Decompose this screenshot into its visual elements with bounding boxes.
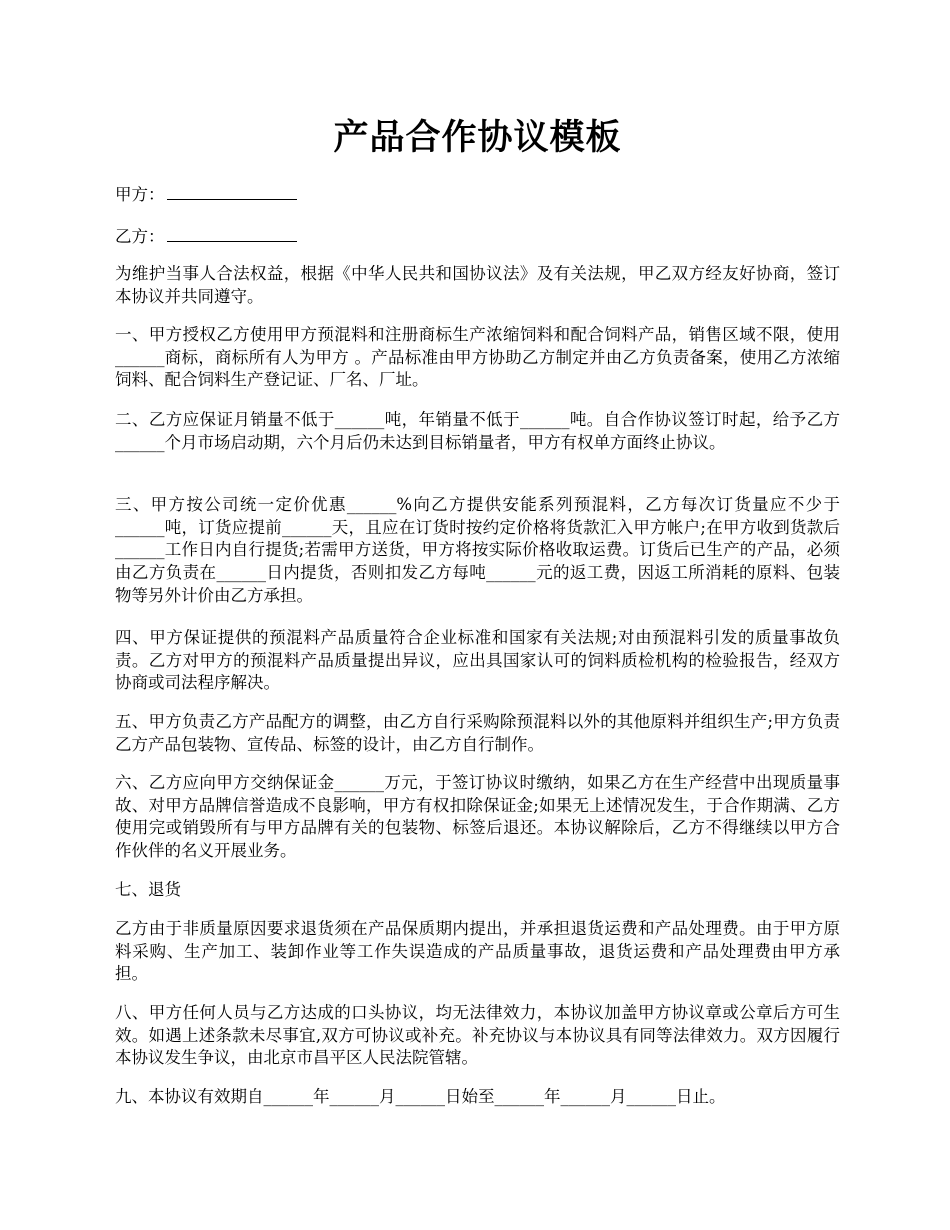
clause-1-paragraph: 一、甲方授权乙方使用甲方预混料和注册商标生产浓缩饲料和配合饲料产品，销售区域不限，使用______商标，商标所有人为甲方 。产品标准由甲方协助乙方制定并由乙方负责备案，使用乙方浓缩饲料、配合饲料生产登记证、厂名、厂址。 — [115, 325, 840, 390]
preamble-paragraph: 为维护当事人合法权益，根据《中华人民共和国协议法》及有关法规，甲乙双方经友好协商，签订本协议并共同遵守。 — [115, 264, 840, 306]
party-a-line — [115, 183, 297, 206]
clause-2-paragraph: 二、乙方应保证月销量不低于______吨，年销量不低于______吨。自合作协议签订时起，给予乙方______个月市场启动期，六个月后仍未达到目标销量者，甲方有权单方面终止协议。 — [115, 410, 840, 452]
party-b-label: 乙方： — [115, 227, 165, 246]
clause-7-heading: 七、退货 — [115, 880, 181, 899]
clause-3-paragraph: 三、甲方按公司统一定价优惠______%向乙方提供安能系列预混料，乙方每次订货量应不少于______吨，订货应提前______天，且应在订货时按约定价格将货款汇入甲方帐户;在甲方收到货款后______工作日内自行提货;若需甲方送货，甲方将按实际价格收取运费。订货后已生产的产品，必须由乙方负责在______日内提货，否则扣发乙方每吨______元的返工费，因返工所消耗的原料、包装物等另外计价由乙方承担。 — [115, 495, 840, 605]
party-b-line — [115, 225, 297, 248]
clause-6-paragraph: 六、乙方应向甲方交纳保证金______万元，于签订协议时缴纳，如果乙方在生产经营中出现质量事故、对甲方品牌信誉造成不良影响，甲方有权扣除保证金;如果无上述情况发生，于合作期满、乙方使用完或销毁所有与甲方品牌有关的包装物、标签后退还。本协议解除后，乙方不得继续以甲方合作伙伴的名义开展业务。 — [115, 773, 840, 861]
party-a-label: 甲方： — [115, 185, 165, 204]
clause-4-paragraph: 四、甲方保证提供的预混料产品质量符合企业标准和国家有关法规;对由预混料引发的质量事故负责。乙方对甲方的预混料产品质量提出异议，应出具国家认可的饲料质检机构的检验报告，经双方协商或司法程序解决。 — [115, 628, 840, 693]
party-b-blank — [167, 225, 297, 242]
clause-7-paragraph: 乙方由于非质量原因要求退货须在产品保质期内提出，并承担退货运费和产品处理费。由于甲方原料采购、生产加工、装卸作业等工作失误造成的产品质量事故，退货运费和产品处理费由甲方承担。 — [115, 919, 840, 984]
clause-5-paragraph: 五、甲方负责乙方产品配方的调整，由乙方自行采购除预混料以外的其他原料并组织生产;甲方负责乙方产品包装物、宣传品、标签的设计，由乙方自行制作。 — [115, 712, 840, 754]
document-title: 产品合作协议模板 — [333, 118, 622, 158]
clause-9-paragraph: 九、本协议有效期自______年______月______日始至______年______月______日止。 — [115, 1087, 726, 1106]
party-a-blank — [167, 183, 297, 200]
clause-8-paragraph: 八、甲方任何人员与乙方达成的口头协议，均无法律效力，本协议加盖甲方协议章或公章后方可生效。如遇上述条款未尽事宜,双方可协议或补充。补充协议与本协议具有同等法律效力。双方因履行本协议发生争议，由北京市昌平区人民法院管辖。 — [115, 1003, 840, 1068]
